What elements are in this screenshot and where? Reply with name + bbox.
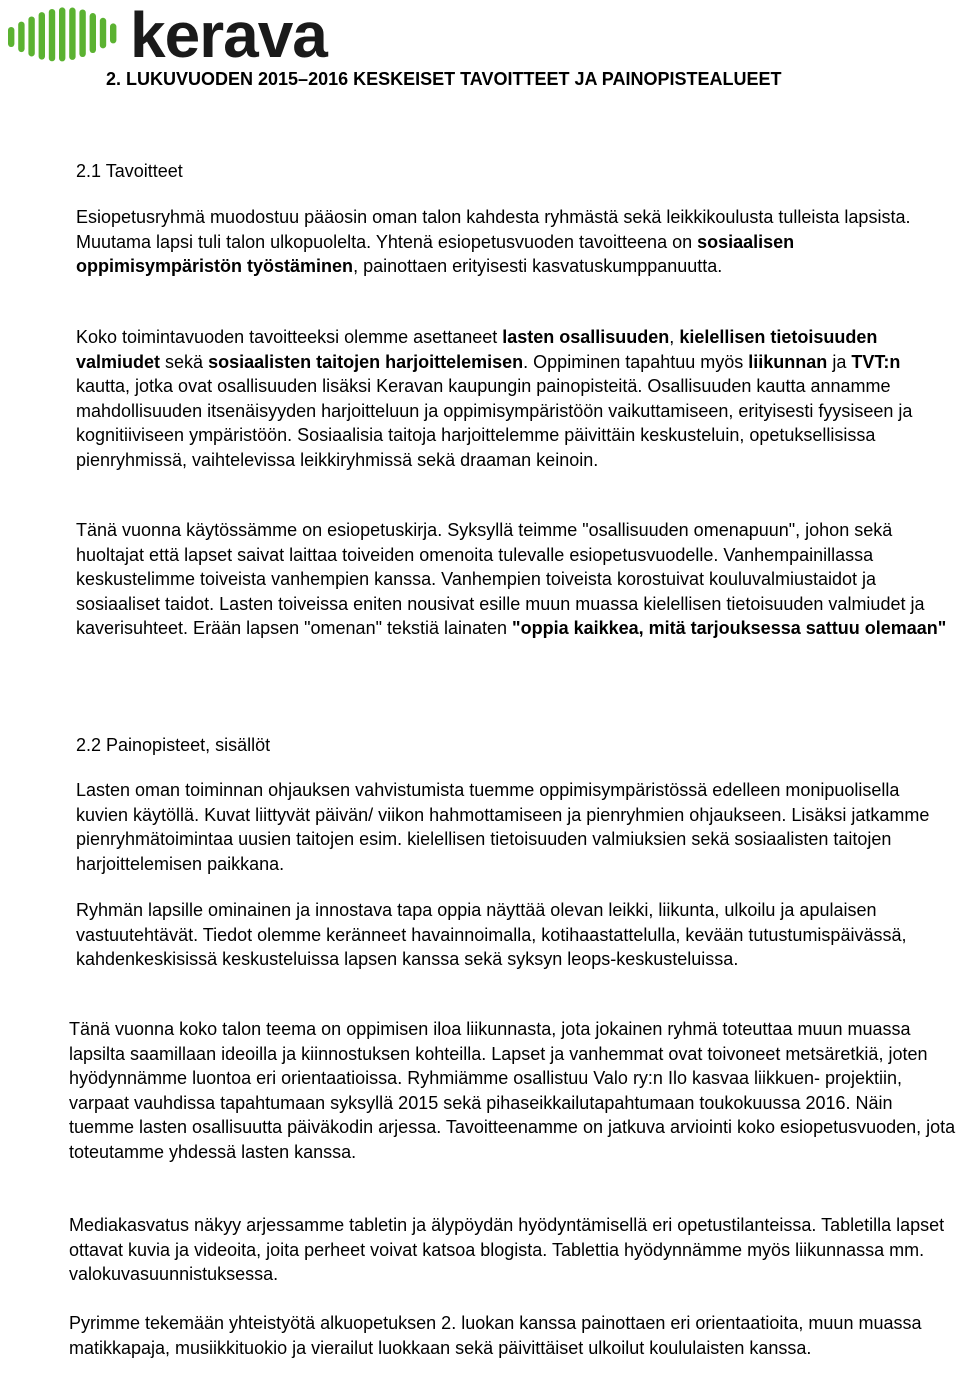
- wave-stripe: [90, 13, 96, 53]
- wave-stripe: [8, 27, 14, 47]
- paragraph-painopisteet-4: Mediakasvatus näkyy arjessamme tabletin ja älypöydän hyödyntämisellä eri opetustilanteissa. Tabletilla lapset ottavat kuvia ja videoita, joita perheet voivat katsoa blogista. Tablettia hyödynnämme myös liikunnassa mm. valokuvasuunnistuksessa.: [69, 1215, 945, 1285]
- wave-mark-icon: [8, 7, 116, 61]
- paragraph-tavoitteet-2: [76, 325, 956, 473]
- wave-stripe: [28, 16, 34, 56]
- text-run: ja: [827, 351, 852, 372]
- bold-quote: "oppia kaikkea, mitä tarjouksessa sattuu olemaan": [512, 618, 947, 639]
- paragraph-painopisteet-3: Tänä vuonna koko talon teema on oppimisen iloa liikunnasta, jota jokainen ryhmä toteuttaa muun muassa lapsilta saamillaan ideoilla ja kiinnostuksen kohteilla. Lapset ja vanhemmat ovat toivoneet metsäretkiä, joten hyödynnämme luontoa eri orientaatioissa. Ryhmiämme osallistuu Valo ry:n Ilo kasvaa liikkuen- projektiin, varpaat vauhdissa tapahtumaan syksyllä 2015 sekä pihaseikkailutapahtumaan toukokuussa 2016. Näin tuemme lasten osallisuutta päiväkodin arjessa. Tavoitteenamme on jatkuva arviointi koko esiopetusvuoden, jota toteutamme yhdessä lasten kanssa.: [69, 1019, 956, 1162]
- wave-stripe: [39, 12, 45, 60]
- bold-run: lasten osallisuuden: [502, 327, 670, 347]
- text-run: . Oppiminen tapahtuu myös: [523, 351, 749, 372]
- text-run: sekä: [160, 351, 209, 372]
- text-run: ,: [669, 327, 680, 347]
- bold-run: sosiaalisten taitojen harjoittelemisen: [208, 351, 524, 372]
- wave-stripe: [49, 9, 55, 61]
- wave-stripe: [79, 9, 85, 57]
- page-title: 2. LUKUVUODEN 2015–2016 KESKEISET TAVOITTEET JA PAINOPISTEALUEET: [106, 69, 782, 89]
- wave-stripe: [100, 18, 106, 49]
- paragraph-painopisteet-2: Ryhmän lapsille ominainen ja innostava tapa oppia näyttää olevan leikki, liikunta, ulkoilu ja apulaisen vastuutehtävät. Tiedot olemme keränneet havainnoimalla, kotihaastattelulla, kevään tutustumispäivässä, kahdenkeskisissä keskusteluissa lapsen kanssa sekä syksyn leops-keskusteluissa.: [76, 900, 907, 970]
- wave-stripe: [18, 22, 24, 53]
- text-run: kautta, jotka ovat osallisuuden lisäksi Keravan kaupungin painopisteitä. Osallisuuden kautta annamme mahdollisuuden itsenäisyyden harjoitteluun ja oppimisympäristöön vaikuttamiseen, erityisesti fyysiseen ja kognitiiviseen ympäristöön. Sosiaalisia taitoja harjoittelemme päivittäin keskusteluin, opetuksellisissa pienryhmissä, vaihtelevissa leikkiryhmissä sekä draaman keinoin.: [76, 376, 913, 470]
- paragraph-painopisteet-5: Pyrimme tekemään yhteistyötä alkuopetuksen 2. luokan kanssa painottaen eri orientaatioita, muun muassa matikkapaja, musiikkituokio ja vierailut luokkaan sekä päivittäiset ulkoilut koululaisten kanssa.: [69, 1313, 922, 1358]
- wave-stripe: [110, 23, 116, 43]
- bold-run: TVT:n: [851, 351, 901, 372]
- text-run: Esiopetusryhmä muodostuu pääosin oman talon kahdesta ryhmästä sekä leikkikoulusta tulleista lapsista. Muutama lapsi tuli talon ulkopuolelta. Yhtenä esiopetusvuoden tavoitteena on: [76, 207, 911, 252]
- text-run: , painottaen erityisesti kasvatuskumppanuutta.: [353, 256, 723, 277]
- kerava-logo: [4, 4, 364, 66]
- bold-run: liikunnan: [748, 351, 828, 372]
- paragraph-tavoitteet-1: [76, 205, 956, 279]
- kerava-logo-graphic: [4, 4, 364, 66]
- logo-wordmark: kerava: [130, 4, 327, 66]
- section-title-tavoitteet: 2.1 Tavoitteet: [76, 161, 183, 181]
- bold-run: kielellisen tietoisuuden valmiudet: [76, 327, 878, 372]
- wave-stripe: [69, 8, 75, 60]
- paragraph-painopisteet-1: Lasten oman toiminnan ohjauksen vahvistumista tuemme oppimisympäristössä edelleen monipuolisella kuvien käytöllä. Kuvat liittyvät päivän/ viikon hahmottamiseen ja pienryhmien ohjaukseen. Lisäksi jatkamme pienryhmätoimintaa uusien taitojen esim. kielellisen tietoisuuden valmiuksien sekä sosiaalisten taitojen harjoittelemisen paikkana.: [76, 780, 930, 874]
- section-title-painopisteet: 2.2 Painopisteet, sisällöt: [76, 735, 271, 755]
- text-run: Koko toimintavuoden tavoitteeksi olemme asettaneet: [76, 327, 503, 347]
- bold-run: sosiaalisen oppimisympäristön työstäminen: [76, 231, 795, 277]
- paragraph-tavoitteet-3: [76, 518, 956, 641]
- text-run: Tänä vuonna käytössämme on esiopetuskirja. Syksyllä teimme "osallisuuden omenapuun", johon sekä huoltajat että lapset saivat laittaa toiveiden omenoita tulevalle esiopetusvuodelle. Vanhempainillassa keskustelimme toiveista vanhempien kanssa. Vanhempien toiveista korostuivat kouluvalmiustaidot ja sosiaaliset taidot. Lasten toiveissa eniten nousivat esille muun muassa kielellisen tietoisuuden valmiudet ja kaverisuhteet. Erään lapsen "omenan" tekstiä lainaten: [76, 520, 925, 639]
- wave-stripe: [59, 7, 65, 61]
